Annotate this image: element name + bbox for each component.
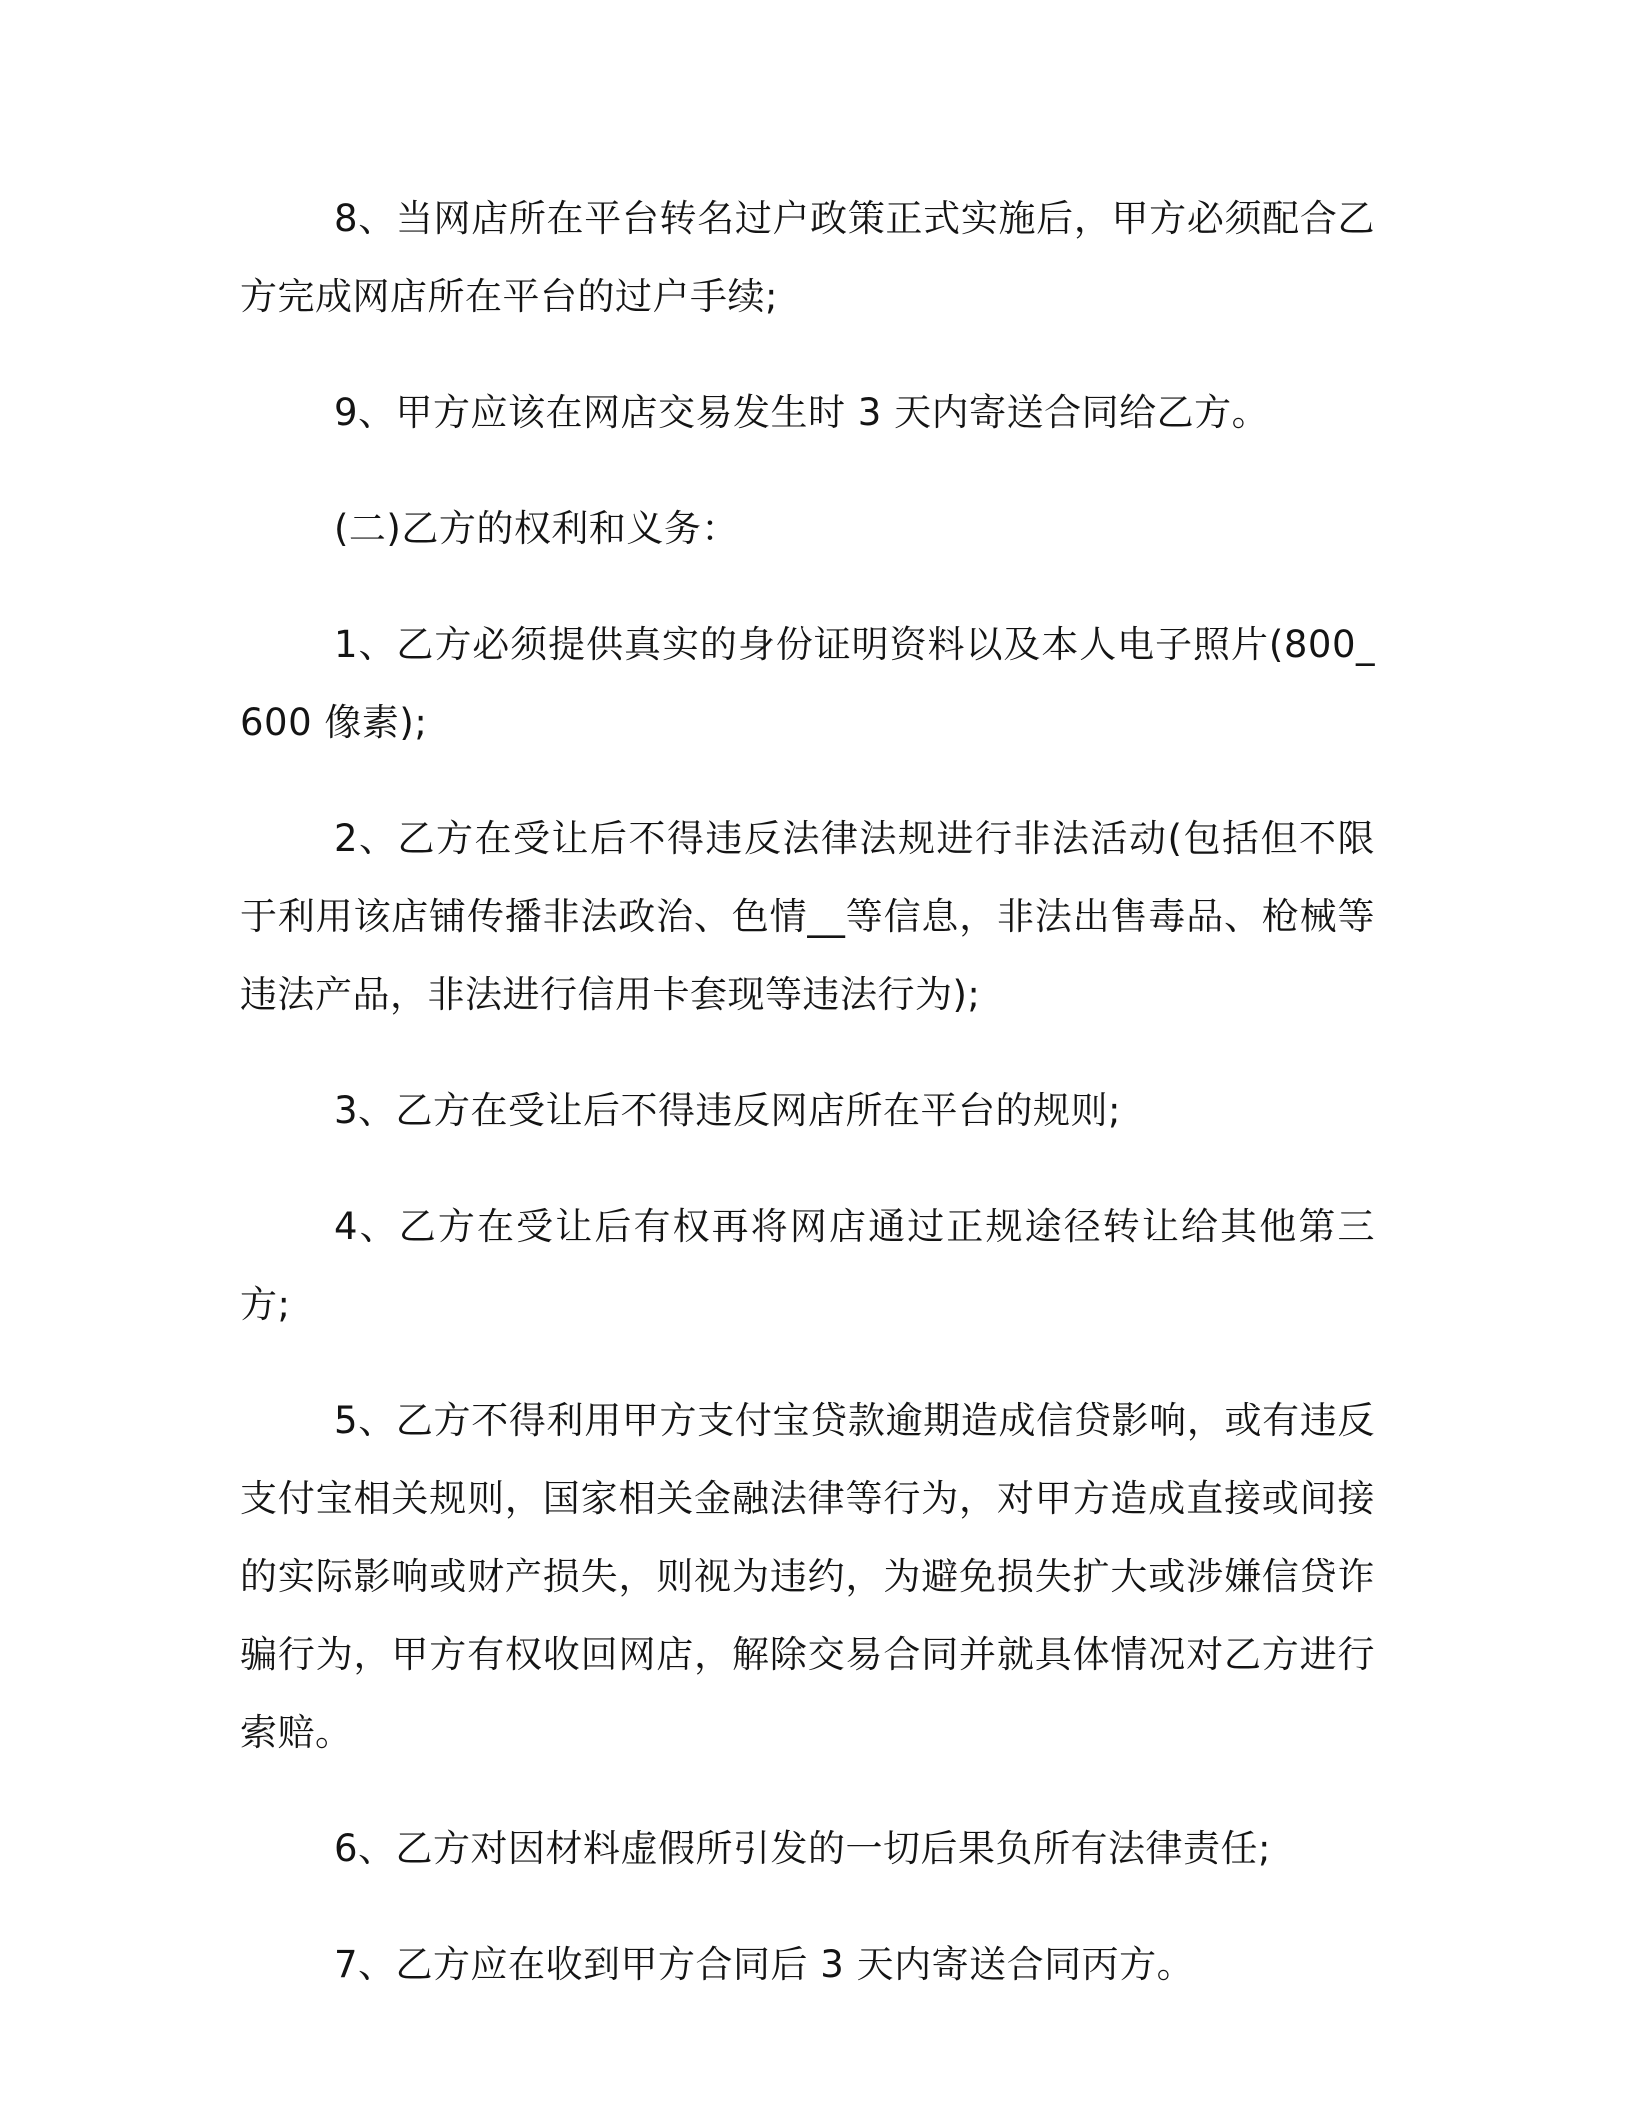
- clause-3-party-b: 3、乙方在受让后不得违反网店所在平台的规则;: [334, 1089, 1122, 1132]
- clause-4-party-b: 4、乙方在受让后有权再将网店通过正规途径转让给其他第三方;: [240, 1205, 1375, 1326]
- clause-2-party-b: 2、乙方在受让后不得违反法律法规进行非法活动(包括但不限于利用该店铺传播非法政治、色情__等信息，非法出售毒品、枪械等违法产品，非法进行信用卡套现等违法行为);: [240, 817, 1375, 1016]
- clause-6-party-b: 6、乙方对因材料虚假所引发的一切后果负所有法律责任;: [334, 1827, 1272, 1870]
- clause-5-party-b: 5、乙方不得利用甲方支付宝贷款逾期造成信贷影响，或有违反支付宝相关规则，国家相关金融法律等行为，对甲方造成直接或间接的实际影响或财产损失，则视为违约，为避免损失扩大或涉嫌信贷诈骗行为，甲方有权收回网店，解除交易合同并就具体情况对乙方进行索赔。: [240, 1399, 1375, 1754]
- clause-1-party-b: 1、乙方必须提供真实的身份证明资料以及本人电子照片(800_600 像素);: [240, 623, 1375, 744]
- section-heading-party-b: (二)乙方的权利和义务：: [334, 507, 739, 550]
- clause-9-party-a: 9、甲方应该在网店交易发生时 3 天内寄送合同给乙方。: [334, 391, 1270, 434]
- clause-7-party-b: 7、乙方应在收到甲方合同后 3 天内寄送合同丙方。: [334, 1943, 1195, 1986]
- document-body: [240, 180, 1375, 2042]
- clause-8-party-a: 8、当网店所在平台转名过户政策正式实施后，甲方必须配合乙方完成网店所在平台的过户手续;: [240, 197, 1375, 318]
